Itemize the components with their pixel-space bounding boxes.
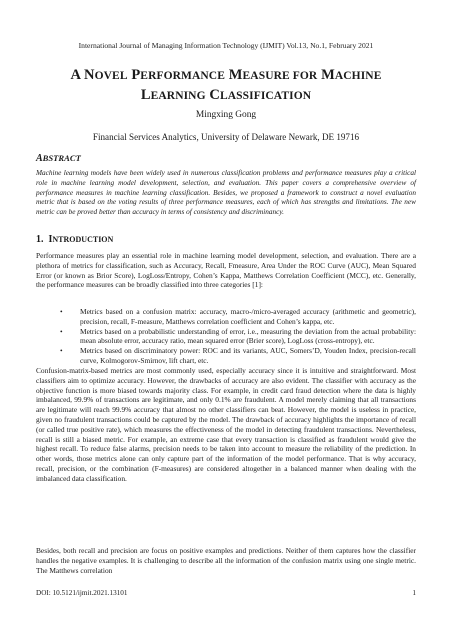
title-word: MEASURE FOR — [228, 67, 318, 83]
title-word: PERFORMANCE — [131, 67, 225, 83]
author-affiliation: Financial Services Analytics, University of Delaware Newark, DE 19716 — [92, 132, 360, 142]
list-item: • Metrics based on a probabilistic understanding of error, i.e., measuring the deviation from the actual probability: mean absolute error, accuracy ratio, mean squared error (Brier score), LogLoss (cross-entropy), etc. — [60, 326, 416, 346]
bullet-icon: • — [60, 346, 63, 356]
metric-category-list — [36, 307, 416, 366]
section-number: 1. — [36, 234, 44, 245]
intro-paragraph-2: Confusion-matrix-based metrics are most commonly used, especially accuracy since it is intuitive and straightforward. Most classifiers aim to optimize accuracy. However, the drawbacks of accuracy are also evident. The classifier with accuracy as the objective function is more biased towards majority class. For example, in credit card fraud detection where the data is highly imbalanced, 99.9% of transactions are legitimate, and only 0.1% are fraudulent. A model merely claiming that all transactions are legitimate will reach 99.9% accuracy that almost no other classifiers can beat. However, the model is useless in practice, given no fraudulent transactions could be captured by the model. The drawback of accuracy highlights the importance of recall (or called true positive rate), which measures the effectiveness of the model in detecting fraudulent transactions. Nevertheless, recall is still a biased metric. For example, an extreme case that every transaction is classified as fraudulent would give the highest recall. To reduce false alarms, precision needs to be taken into account to measure the reliability of the prediction. In other words, those metrics alone can only capture part of the information of the model performance. That is why accuracy, recall, precision, or the combination (F-measures) are considered altogether in a balanced manner when dealing with the imbalanced data classification. — [36, 366, 416, 483]
footer-doi: DOI: 10.5121/ijmit.2021.13101 — [36, 589, 128, 597]
page-number: 1 — [412, 589, 416, 597]
bullet-icon: • — [60, 326, 63, 336]
list-item: • Metrics based on a confusion matrix: accuracy, macro-/micro-averaged accuracy (arithmetic and geometric), precision, recall, F-measure, Matthews correlation coefficient and Cohen’s kappa, etc. — [60, 307, 416, 326]
title-word: MACHINE — [321, 67, 382, 83]
list-item: • Metrics based on discriminatory power: ROC and its variants, AUC, Somers’D, Youden Index, precision-recall curve, Kolmogorov-Smirnov, lift chart, etc. — [60, 346, 416, 365]
intro-paragraph-1: Performance measures play an essential role in machine learning model development, selection, and evaluation. There are a plethora of metrics for classification, such as Accuracy, Recall, Fmeasure, Area Under the ROC Curve (AUC), Mean Squared Error (or known as Brior Score), LogLoss/Entropy, Cohen’s Kappa, Matthews Correlation Coefficient (MCC), etc. Generally, the performance measures can be broadly classified into three categories [1]: — [36, 251, 416, 290]
title-word: A — [70, 67, 81, 83]
bullet-icon: • — [60, 307, 63, 316]
title-line-2 — [30, 86, 422, 106]
section-heading-introduction: 1. INTRODUCTION — [36, 234, 114, 245]
title-word: LEARNING — [140, 87, 206, 103]
journal-header: International Journal of Managing Information Technology (IJMIT) Vol.13, No.1, February 2021 — [78, 41, 374, 50]
title-line-1 — [30, 66, 422, 86]
intro-paragraph-3: Besides, both recall and precision are focus on positive examples and predictions. Neither of them captures how the classifier handles the negative examples. It is challenging to describe all the information of the confusion matrix using one single metric. The Matthews correlation — [36, 546, 416, 575]
title-word: CLASSIFICATION — [209, 87, 312, 103]
author-name: Mingxing Gong — [195, 110, 257, 120]
paper-title — [30, 66, 422, 106]
abstract-text: Machine learning models have been widely used in numerous classification problems and performance measures play a critical role in machine learning model development, selection, and evaluation. This paper covers a comprehensive overview of performance measures in machine learning classification. Besides, we proposed a framework to construct a novel evaluation metric that is based on the voting results of three performance measures, each of which has strengths and limitations. The new metric can be proved better than accuracy in terms of consistency and discriminancy. — [36, 169, 416, 217]
abstract-heading: ABSTRACT — [36, 153, 81, 164]
title-word: NOVEL — [84, 67, 128, 83]
